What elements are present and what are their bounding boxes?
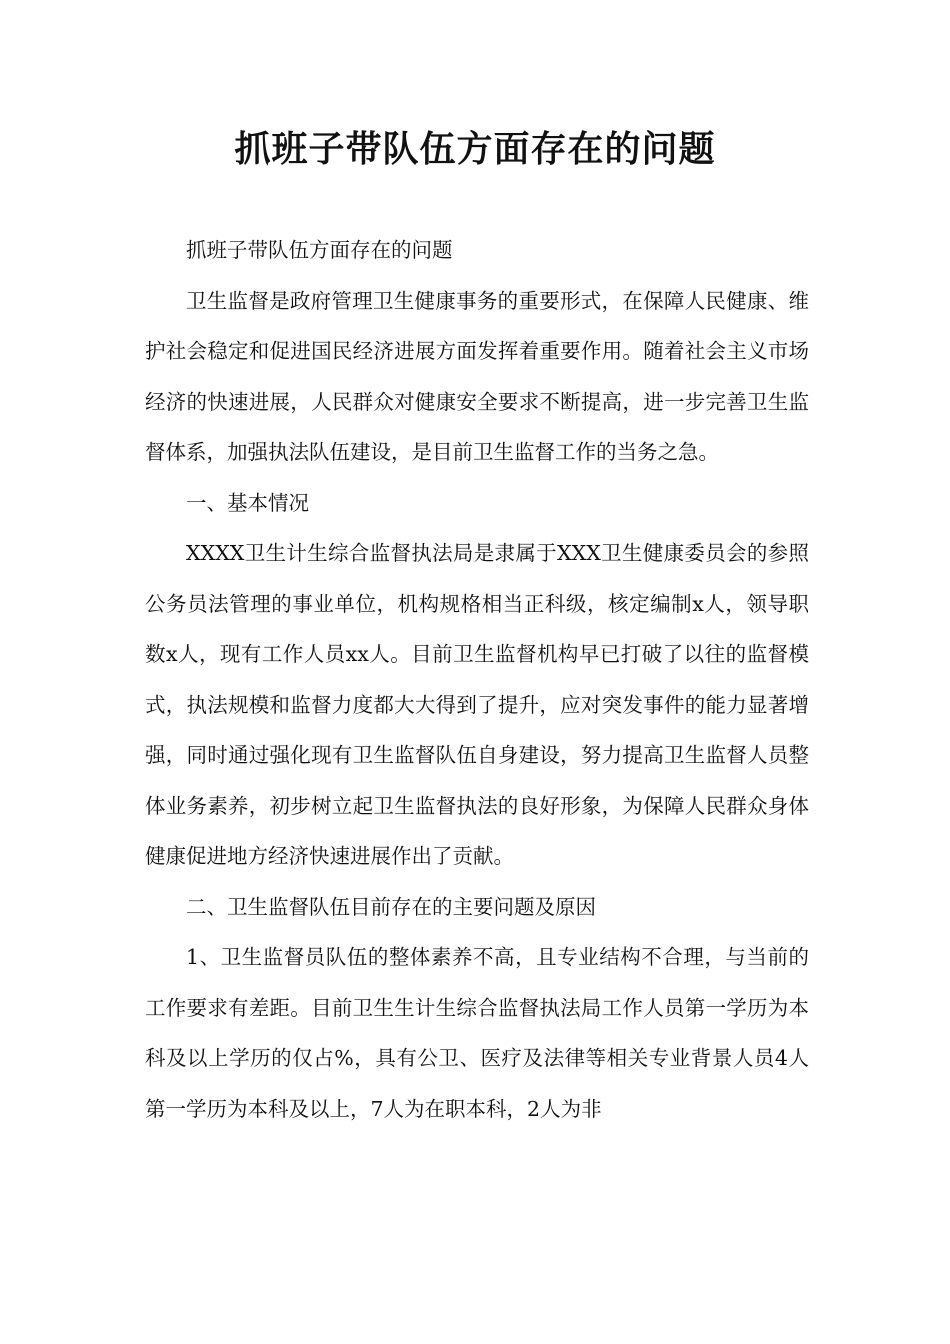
section-heading-main-problems: 二、卫生监督队伍目前存在的主要问题及原因 [186, 894, 596, 919]
document-body [145, 225, 809, 1134]
paragraph-intro: 卫生监督是政府管理卫生健康事务的重要形式，在保障人民健康、维护社会稳定和促进国民经济进展方面发挥着重要作用。随着社会主义市场经济的快速进展，人民群众对健康安全要求不断提高，进一步完善卫生监督体系，加强执法队伍建设，是目前卫生监督工作的当务之急。 [145, 288, 809, 464]
paragraph-problem-1: 1、卫生监督员队伍的整体素养不高，且专业结构不合理，与当前的工作要求有差距。目前卫生生计生综合监督执法局工作人员第一学历为本科及以上学历的仅占%，具有公卫、医疗及法律等相关专业背景人员4人第一学历为本科及以上，7人为在职本科，2人为非 [145, 945, 809, 1121]
paragraph-subtitle: 抓班子带队伍方面存在的问题 [186, 238, 453, 262]
document-title: 抓班子带队伍方面存在的问题 [234, 129, 716, 170]
paragraph-basic-situation: XXXX卫生计生综合监督执法局是隶属于XXX卫生健康委员会的参照公务员法管理的事业单位，机构规格相当正科级，核定编制x人，领导职数x人，现有工作人员xx人。目前卫生监督机构早已打破了以往的监督模式，执法规模和监督力度都大大得到了提升，应对突发事件的能力显著增强，同时通过强化现有卫生监督队伍自身建设，努力提高卫生监督人员整体业务素养，初步树立起卫生监督执法的良好形象，为保障人民群众身体健康促进地方经济快速进展作出了贡献。 [145, 541, 809, 868]
section-heading-basic-situation: 一、基本情况 [186, 490, 309, 515]
